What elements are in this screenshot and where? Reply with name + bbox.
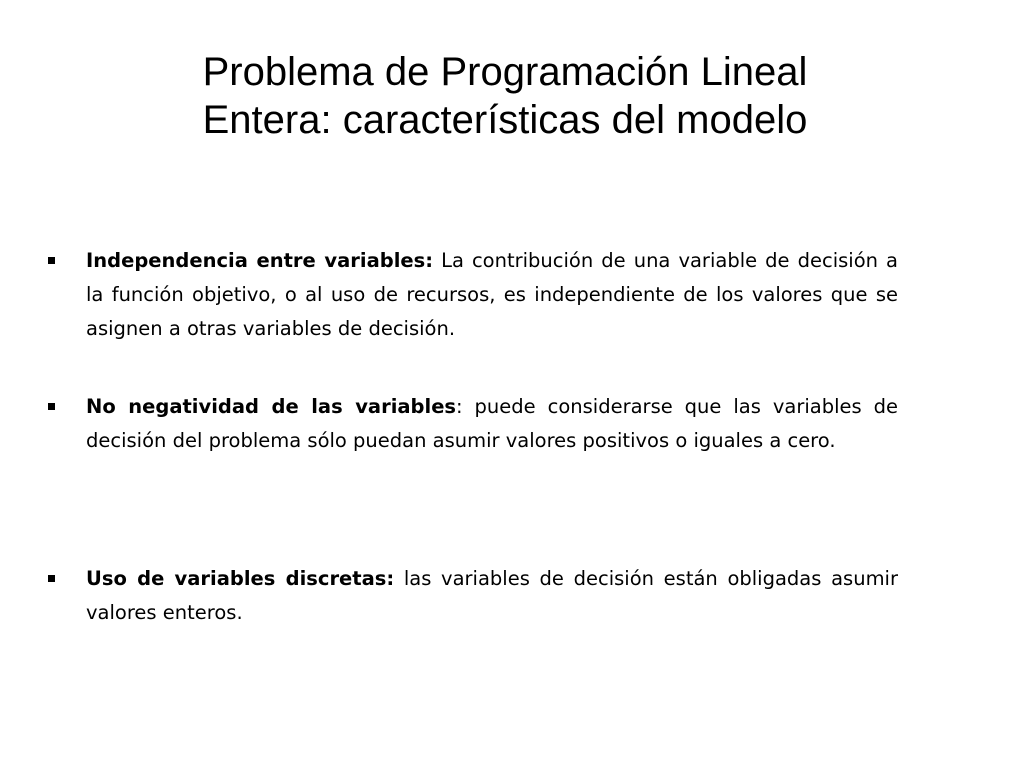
bullet-text [86,244,898,346]
bullet-text [86,390,898,458]
bullet-item-discrete-variables [46,562,898,630]
bullet-term: Uso de variables discretas: [86,567,395,590]
bullet-item-non-negativity [46,390,898,458]
bullet-description: las variables de decisión están obligadas asumir valores enteros. [86,567,898,624]
bullet-text [86,562,898,630]
bullet-description: La contribución de una variable de decisión a la función objetivo, o al uso de recursos, es independiente de los valores que se asignen a otras variables de decisión. [86,249,898,340]
square-bullet-icon [46,244,86,278]
slide-title [100,48,910,144]
bullet-description: : puede considerarse que las variables de decisión del problema sólo puedan asumir valores positivos o iguales a cero. [86,395,898,452]
bullet-term: No negatividad de las variables [86,395,457,418]
bullet-item-independence [46,244,898,346]
square-bullet-icon [46,390,86,424]
title-line-2: Entera: características del modelo [202,98,808,142]
square-bullet-icon [46,562,86,596]
title-line-1: Problema de Programación Lineal [202,50,808,94]
bullet-term: Independencia entre variables: [86,249,434,272]
